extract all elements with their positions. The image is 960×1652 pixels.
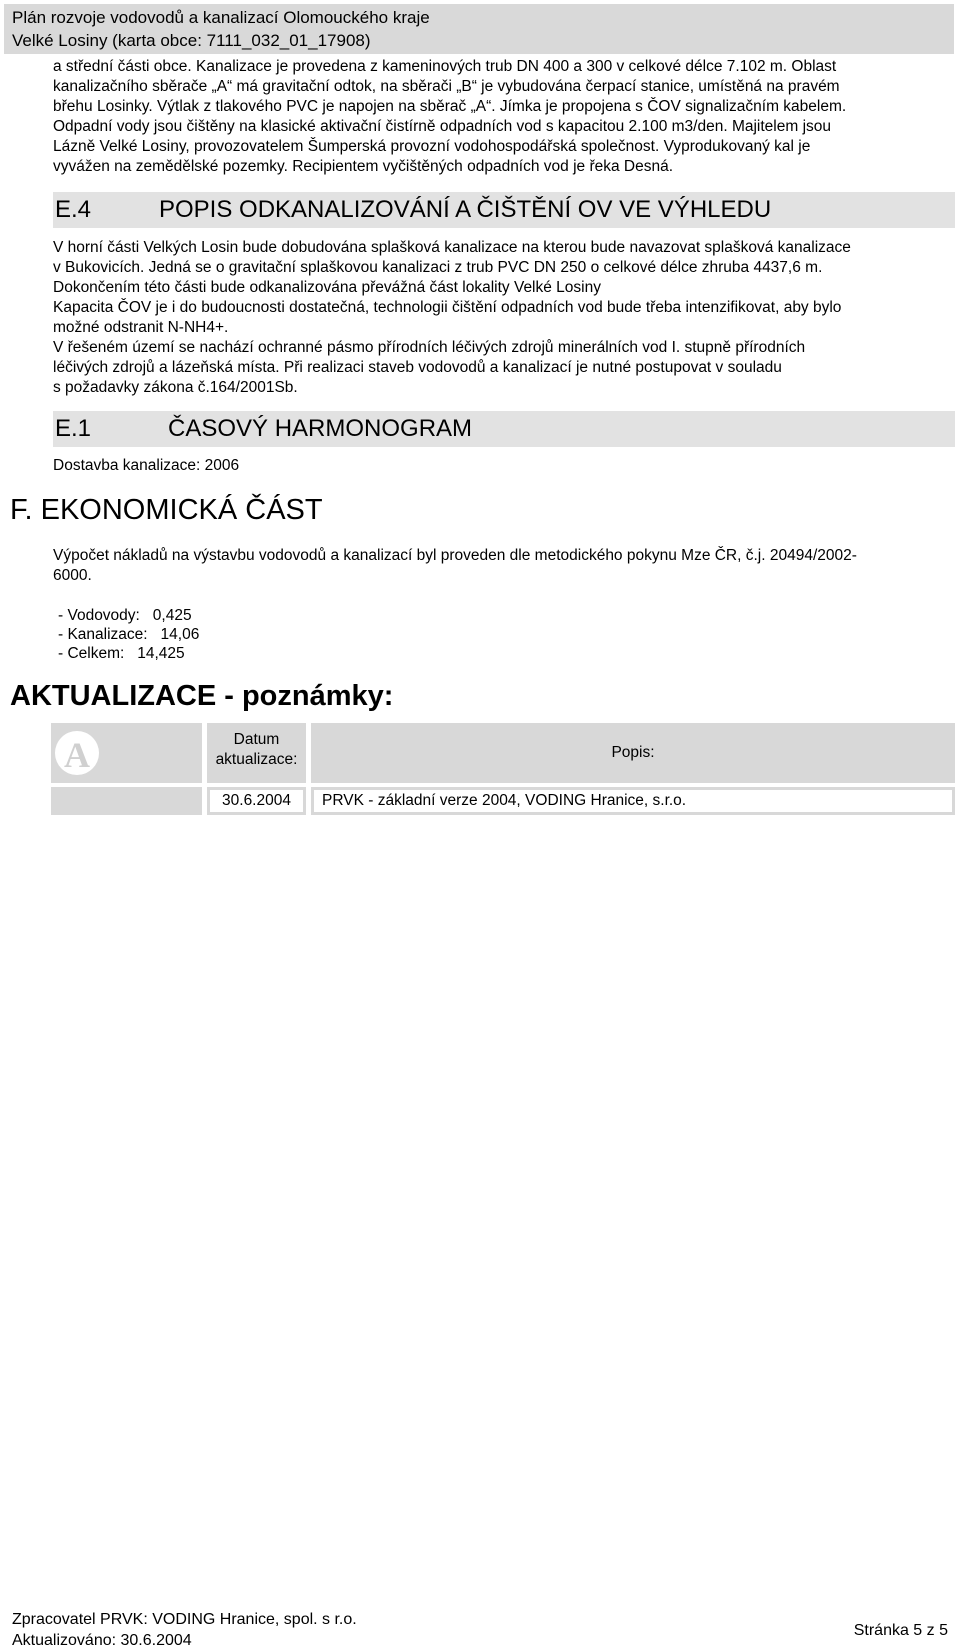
date-header-line1: Datum: [233, 731, 280, 748]
document-title: Plán rozvoje vodovodů a kanalizací Olomouckého kraje: [12, 8, 430, 27]
date-column-header: [207, 723, 306, 783]
schedule-text: Dostavba kanalizace: 2006: [53, 457, 240, 474]
updates-title: AKTUALIZACE - poznámky:: [10, 680, 394, 712]
page-header: [4, 4, 954, 54]
section-e1-title: ČASOVÝ HARMONOGRAM: [168, 415, 473, 442]
cost-item: - Vodovody: 0,425: [58, 607, 192, 624]
description-column-header: Popis:: [311, 723, 955, 783]
section-e1-heading: [53, 411, 955, 447]
section-e1-number: E.1: [55, 415, 92, 442]
footer-author: Zpracovatel PRVK: VODING Hranice, spol. s r.o.: [12, 1611, 357, 1628]
intro-line: vyvážen na zemědělské pozemky. Recipientem vyčištěných odpadních vod je řeka Desná.: [53, 158, 674, 175]
e4-line: Kapacita ČOV je i do budoucnosti dostatečná, technologii čištění odpadních vod bude třeba intenzifikovat, aby bylo: [53, 299, 842, 316]
e4-line: možné odstranit N-NH4+.: [53, 319, 229, 336]
cost-item: - Celkem: 14,425: [58, 645, 185, 662]
f-line: Výpočet nákladů na výstavbu vodovodů a kanalizací byl proveden dle metodického pokynu Mze ČR, č.j. 20494/2002-: [53, 547, 857, 564]
intro-line: Odpadní vody jsou čištěny na klasické aktivační čistírně odpadních vod s kapacitou 2.100 m3/den. Majitelem jsou: [53, 118, 832, 135]
e4-line: s požadavky zákona č.164/2001Sb.: [53, 379, 298, 396]
letter-a-logo-icon: [55, 731, 99, 775]
intro-line: kanalizačního sběrače „A“ má gravitační odtok, na sběrači „B“ je vybudována čerpací stanice, umístěná na pravém: [53, 78, 840, 95]
intro-paragraph: [53, 57, 953, 177]
e4-line: V horní části Velkých Losin bude dobudována splašková kanalizace na kterou bude navazovat splašková kanalizace: [53, 239, 851, 256]
updates-logo-cell: [51, 723, 202, 783]
f-line: 6000.: [53, 567, 92, 584]
update-description-cell: PRVK - základní verze 2004, VODING Hranice, s.r.o.: [311, 787, 955, 815]
intro-line: a střední části obce. Kanalizace je provedena z kameninových trub DN 400 a 300 v celkové délce 7.102 m. Oblast: [53, 58, 837, 75]
cost-list: [58, 606, 199, 663]
section-e4-title: POPIS ODKANALIZOVÁNÍ A ČIŠTĚNÍ OV VE VÝHLEDU: [159, 196, 772, 223]
logo-letter: A: [64, 735, 90, 775]
section-e4-heading: [53, 192, 955, 228]
e4-line: v Bukovicích. Jedná se o gravitační splaškovou kanalizaci z trub PVC DN 250 o celkové délce zhruba 4437,6 m.: [53, 259, 823, 276]
updates-table: [51, 723, 955, 815]
e4-line: léčivých zdrojů a lázeňská místa. Při realizaci staveb vodovodů a kanalizací je nutné postupovat v souladu: [53, 359, 782, 376]
e4-line: Dokončením této části bude odkanalizována převážná část lokality Velké Losiny: [53, 279, 601, 296]
date-header-line2: aktualizace:: [215, 751, 298, 768]
update-date-cell: 30.6.2004: [207, 787, 306, 815]
section-f-title: F. EKONOMICKÁ ČÁST: [10, 494, 323, 526]
section-e4-number: E.4: [55, 196, 92, 223]
page-number: Stránka 5 z 5: [853, 1622, 948, 1639]
cost-item: - Kanalizace: 14,06: [58, 626, 200, 643]
section-f-paragraph: [53, 546, 953, 586]
document-subtitle: Velké Losiny (karta obce: 7111_032_01_17908): [12, 31, 371, 50]
updates-row-spacer: [51, 787, 202, 815]
intro-line: břehu Losinky. Výtlak z tlakového PVC je napojen na sběrač „A“. Jímka je propojena s ČOV signalizačním kabelem.: [53, 98, 847, 115]
section-e4-paragraph: [53, 238, 953, 398]
intro-line: Lázně Velké Losiny, provozovatelem Šumperská provozní vodohospodářská společnost. Vyprodukovaný kal je: [53, 138, 811, 155]
footer-updated: Aktualizováno: 30.6.2004: [12, 1632, 192, 1649]
e4-line: V řešeném území se nachází ochranné pásmo přírodních léčivých zdrojů minerálních vod I. stupně přírodních: [53, 339, 806, 356]
